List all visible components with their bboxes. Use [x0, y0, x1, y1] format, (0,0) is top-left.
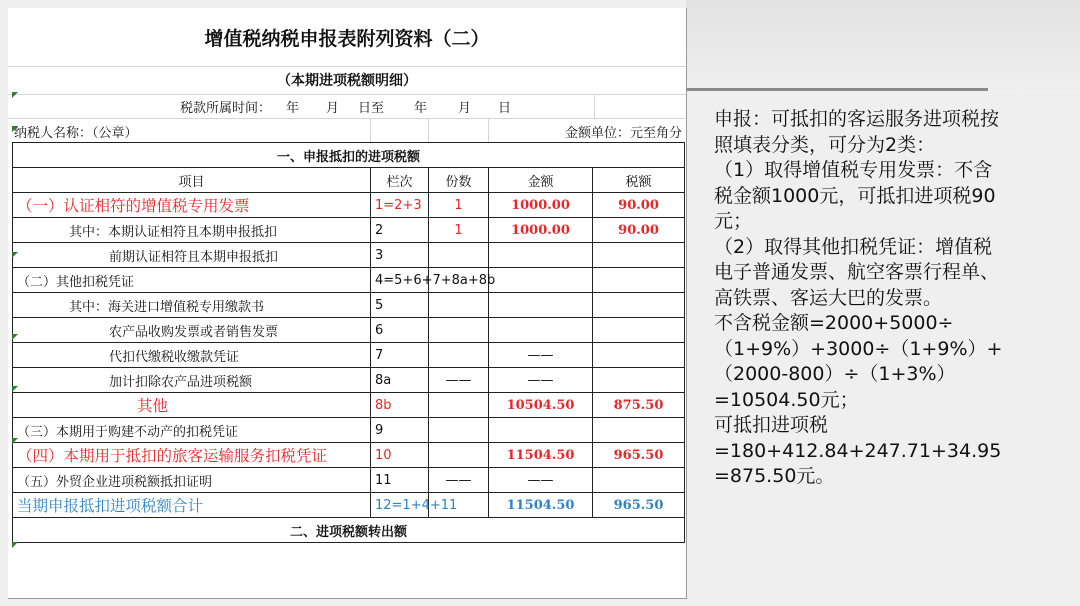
table-row — [13, 243, 685, 268]
row-amount[interactable] — [489, 243, 593, 268]
note-line: 不含税金额=2000+5000÷ — [714, 312, 954, 334]
cell-marker-icon — [12, 252, 18, 258]
note-line: 申报：可抵扣的客运服务进项税按 — [714, 108, 1000, 130]
row-copies[interactable] — [429, 393, 489, 418]
header-tax: 税额 — [593, 168, 685, 193]
section-header-row — [13, 143, 685, 168]
row-tax[interactable] — [593, 418, 685, 443]
row-tax[interactable]: 90.00 — [593, 218, 685, 243]
row-amount[interactable]: 1000.00 — [489, 193, 593, 218]
row-tax[interactable] — [593, 318, 685, 343]
row-copies[interactable] — [429, 418, 489, 443]
header-item: 项目 — [13, 168, 371, 193]
tax-form-sheet — [8, 8, 687, 599]
row-copies[interactable]: —— — [429, 468, 489, 493]
form-subtitle: （本期进项税额明细） — [277, 73, 417, 89]
table-row — [13, 193, 685, 218]
row-line[interactable]: 7 — [371, 343, 429, 368]
row-amount[interactable]: 11504.50 — [489, 443, 593, 468]
row-line[interactable]: 8b — [371, 393, 429, 418]
cell-marker-icon — [12, 542, 18, 548]
taxpayer-row — [8, 118, 686, 142]
row-tax[interactable] — [593, 243, 685, 268]
note-line: （1）取得增值税专用发票：不含 — [714, 159, 993, 181]
note-line: 电子普通发票、航空客票行程单、 — [714, 261, 1000, 283]
row-line[interactable]: 9 — [371, 418, 429, 443]
cell-marker-icon — [12, 92, 18, 98]
section2-title: 二、进项税额转出额 — [13, 518, 685, 543]
row-amount[interactable] — [489, 293, 593, 318]
row-amount[interactable]: —— — [489, 468, 593, 493]
period-label: 税款所属时间： — [180, 101, 272, 116]
row-amount[interactable]: —— — [489, 368, 593, 393]
row-tax[interactable] — [593, 268, 685, 293]
row-copies[interactable]: 1 — [429, 218, 489, 243]
row-tax[interactable] — [593, 293, 685, 318]
row-item[interactable]: 其中：本期认证相符且本期申报抵扣 — [13, 218, 371, 243]
row-tax[interactable]: 90.00 — [593, 193, 685, 218]
row-copies[interactable] — [429, 293, 489, 318]
cell-marker-icon — [12, 334, 18, 340]
note-line: 照填表分类，可分为2类： — [714, 133, 936, 156]
note-line: 元； — [714, 210, 753, 232]
row-copies[interactable] — [429, 318, 489, 343]
header-line: 栏次 — [371, 168, 429, 193]
row-line[interactable]: 2 — [371, 218, 429, 243]
row-line[interactable]: 12=1+4+11 — [371, 493, 429, 518]
note-line: 可抵扣进项税 — [714, 414, 829, 436]
period-day-start: 日至 — [358, 101, 385, 116]
table-row — [13, 318, 685, 343]
row-copies[interactable]: 1 — [429, 193, 489, 218]
note-line: =10504.50元； — [714, 388, 859, 411]
row-item[interactable]: 当期申报抵扣进项税额合计 — [13, 493, 371, 518]
row-line[interactable]: 8a — [371, 368, 429, 393]
note-line: （2）取得其他扣税凭证：增值税 — [714, 235, 993, 258]
note-line: 税金额1000元，可抵扣进项税90 — [714, 184, 996, 207]
table-row — [13, 343, 685, 368]
row-item[interactable]: 其中：海关进口增值税专用缴款书 — [13, 293, 371, 318]
period-year-start: 年 — [286, 101, 300, 116]
period-year-end: 年 — [414, 101, 428, 116]
row-copies[interactable] — [429, 343, 489, 368]
header-amount: 金额 — [489, 168, 593, 193]
currency-unit-label: 金额单位：元至角分 — [564, 126, 682, 141]
section1-title: 一、申报抵扣的进项税额 — [13, 143, 685, 168]
row-amount[interactable]: 10504.50 — [489, 393, 593, 418]
row-amount[interactable]: 1000.00 — [489, 218, 593, 243]
table-row — [13, 493, 685, 518]
column-header-row — [13, 168, 685, 193]
period-month-end: 月 — [458, 101, 472, 116]
row-tax[interactable] — [593, 468, 685, 493]
row-item[interactable]: 其他 — [13, 393, 371, 418]
row-tax[interactable] — [593, 343, 685, 368]
row-line[interactable]: 1=2+3 — [371, 193, 429, 218]
row-amount[interactable]: 11504.50 — [489, 493, 593, 518]
explanation-text — [714, 107, 1064, 490]
row-tax[interactable] — [593, 368, 685, 393]
row-tax[interactable]: 965.50 — [593, 493, 685, 518]
row-item[interactable]: （五）外贸企业进项税额抵扣证明 — [13, 468, 371, 493]
decorative-header-band — [686, 0, 1080, 95]
row-item[interactable]: 加计扣除农产品进项税额 — [13, 368, 371, 393]
row-line[interactable]: 6 — [371, 318, 429, 343]
row-line[interactable]: 5 — [371, 293, 429, 318]
cell-marker-icon — [12, 386, 18, 392]
row-amount[interactable] — [489, 318, 593, 343]
row-item[interactable]: （一）认证相符的增值税专用发票 — [13, 193, 371, 218]
row-amount[interactable] — [489, 418, 593, 443]
table-row — [13, 268, 685, 293]
row-tax[interactable]: 965.50 — [593, 443, 685, 468]
row-copies[interactable] — [429, 243, 489, 268]
row-tax[interactable]: 875.50 — [593, 393, 685, 418]
taxpayer-name-label: 纳税人名称：（公章） — [14, 126, 138, 141]
table-row — [13, 368, 685, 393]
row-amount[interactable] — [489, 268, 593, 293]
cell-marker-icon — [12, 126, 18, 132]
note-line: 高铁票、客运大巴的发票。 — [714, 286, 943, 309]
table-row — [13, 218, 685, 243]
row-item[interactable]: 农产品收购发票或者销售发票 — [13, 318, 371, 343]
period-month-start: 月 — [326, 101, 340, 116]
input-tax-table — [12, 142, 685, 543]
table-row — [13, 418, 685, 443]
period-day-end: 日 — [498, 101, 512, 116]
table-row — [13, 443, 685, 468]
table-row — [13, 468, 685, 493]
row-item[interactable]: （二）其他扣税凭证 — [13, 268, 371, 293]
row-copies[interactable]: —— — [429, 368, 489, 393]
row-line[interactable]: 11 — [371, 468, 429, 493]
row-item[interactable]: （四）本期用于抵扣的旅客运输服务扣税凭证 — [13, 443, 371, 468]
note-line: （1+9%）+3000÷（1+9%）+ — [714, 337, 1003, 360]
note-line: （2000-800）÷（1+3%） — [714, 363, 956, 385]
row-line[interactable]: 4=5+6+7+8a+8b — [371, 268, 429, 293]
section-header-row — [13, 518, 685, 543]
row-line[interactable]: 10 — [371, 443, 429, 468]
row-item[interactable]: 代扣代缴税收缴款凭证 — [13, 343, 371, 368]
form-title: 增值税纳税申报表附列资料（二） — [204, 27, 490, 50]
row-item[interactable]: （三）本期用于购建不动产的扣税凭证 — [13, 418, 371, 443]
row-line[interactable]: 3 — [371, 243, 429, 268]
accent-divider — [686, 88, 988, 91]
table-row — [13, 293, 685, 318]
tax-period-row — [8, 94, 686, 116]
row-item[interactable]: 前期认证相符且本期申报抵扣 — [13, 243, 371, 268]
header-copies: 份数 — [429, 168, 489, 193]
table-row — [13, 393, 685, 418]
row-amount[interactable]: —— — [489, 343, 593, 368]
row-copies[interactable] — [429, 443, 489, 468]
note-line: =875.50元。 — [714, 465, 835, 487]
cell-marker-icon — [12, 438, 18, 444]
note-line: =180+412.84+247.71+34.95 — [714, 439, 1002, 462]
